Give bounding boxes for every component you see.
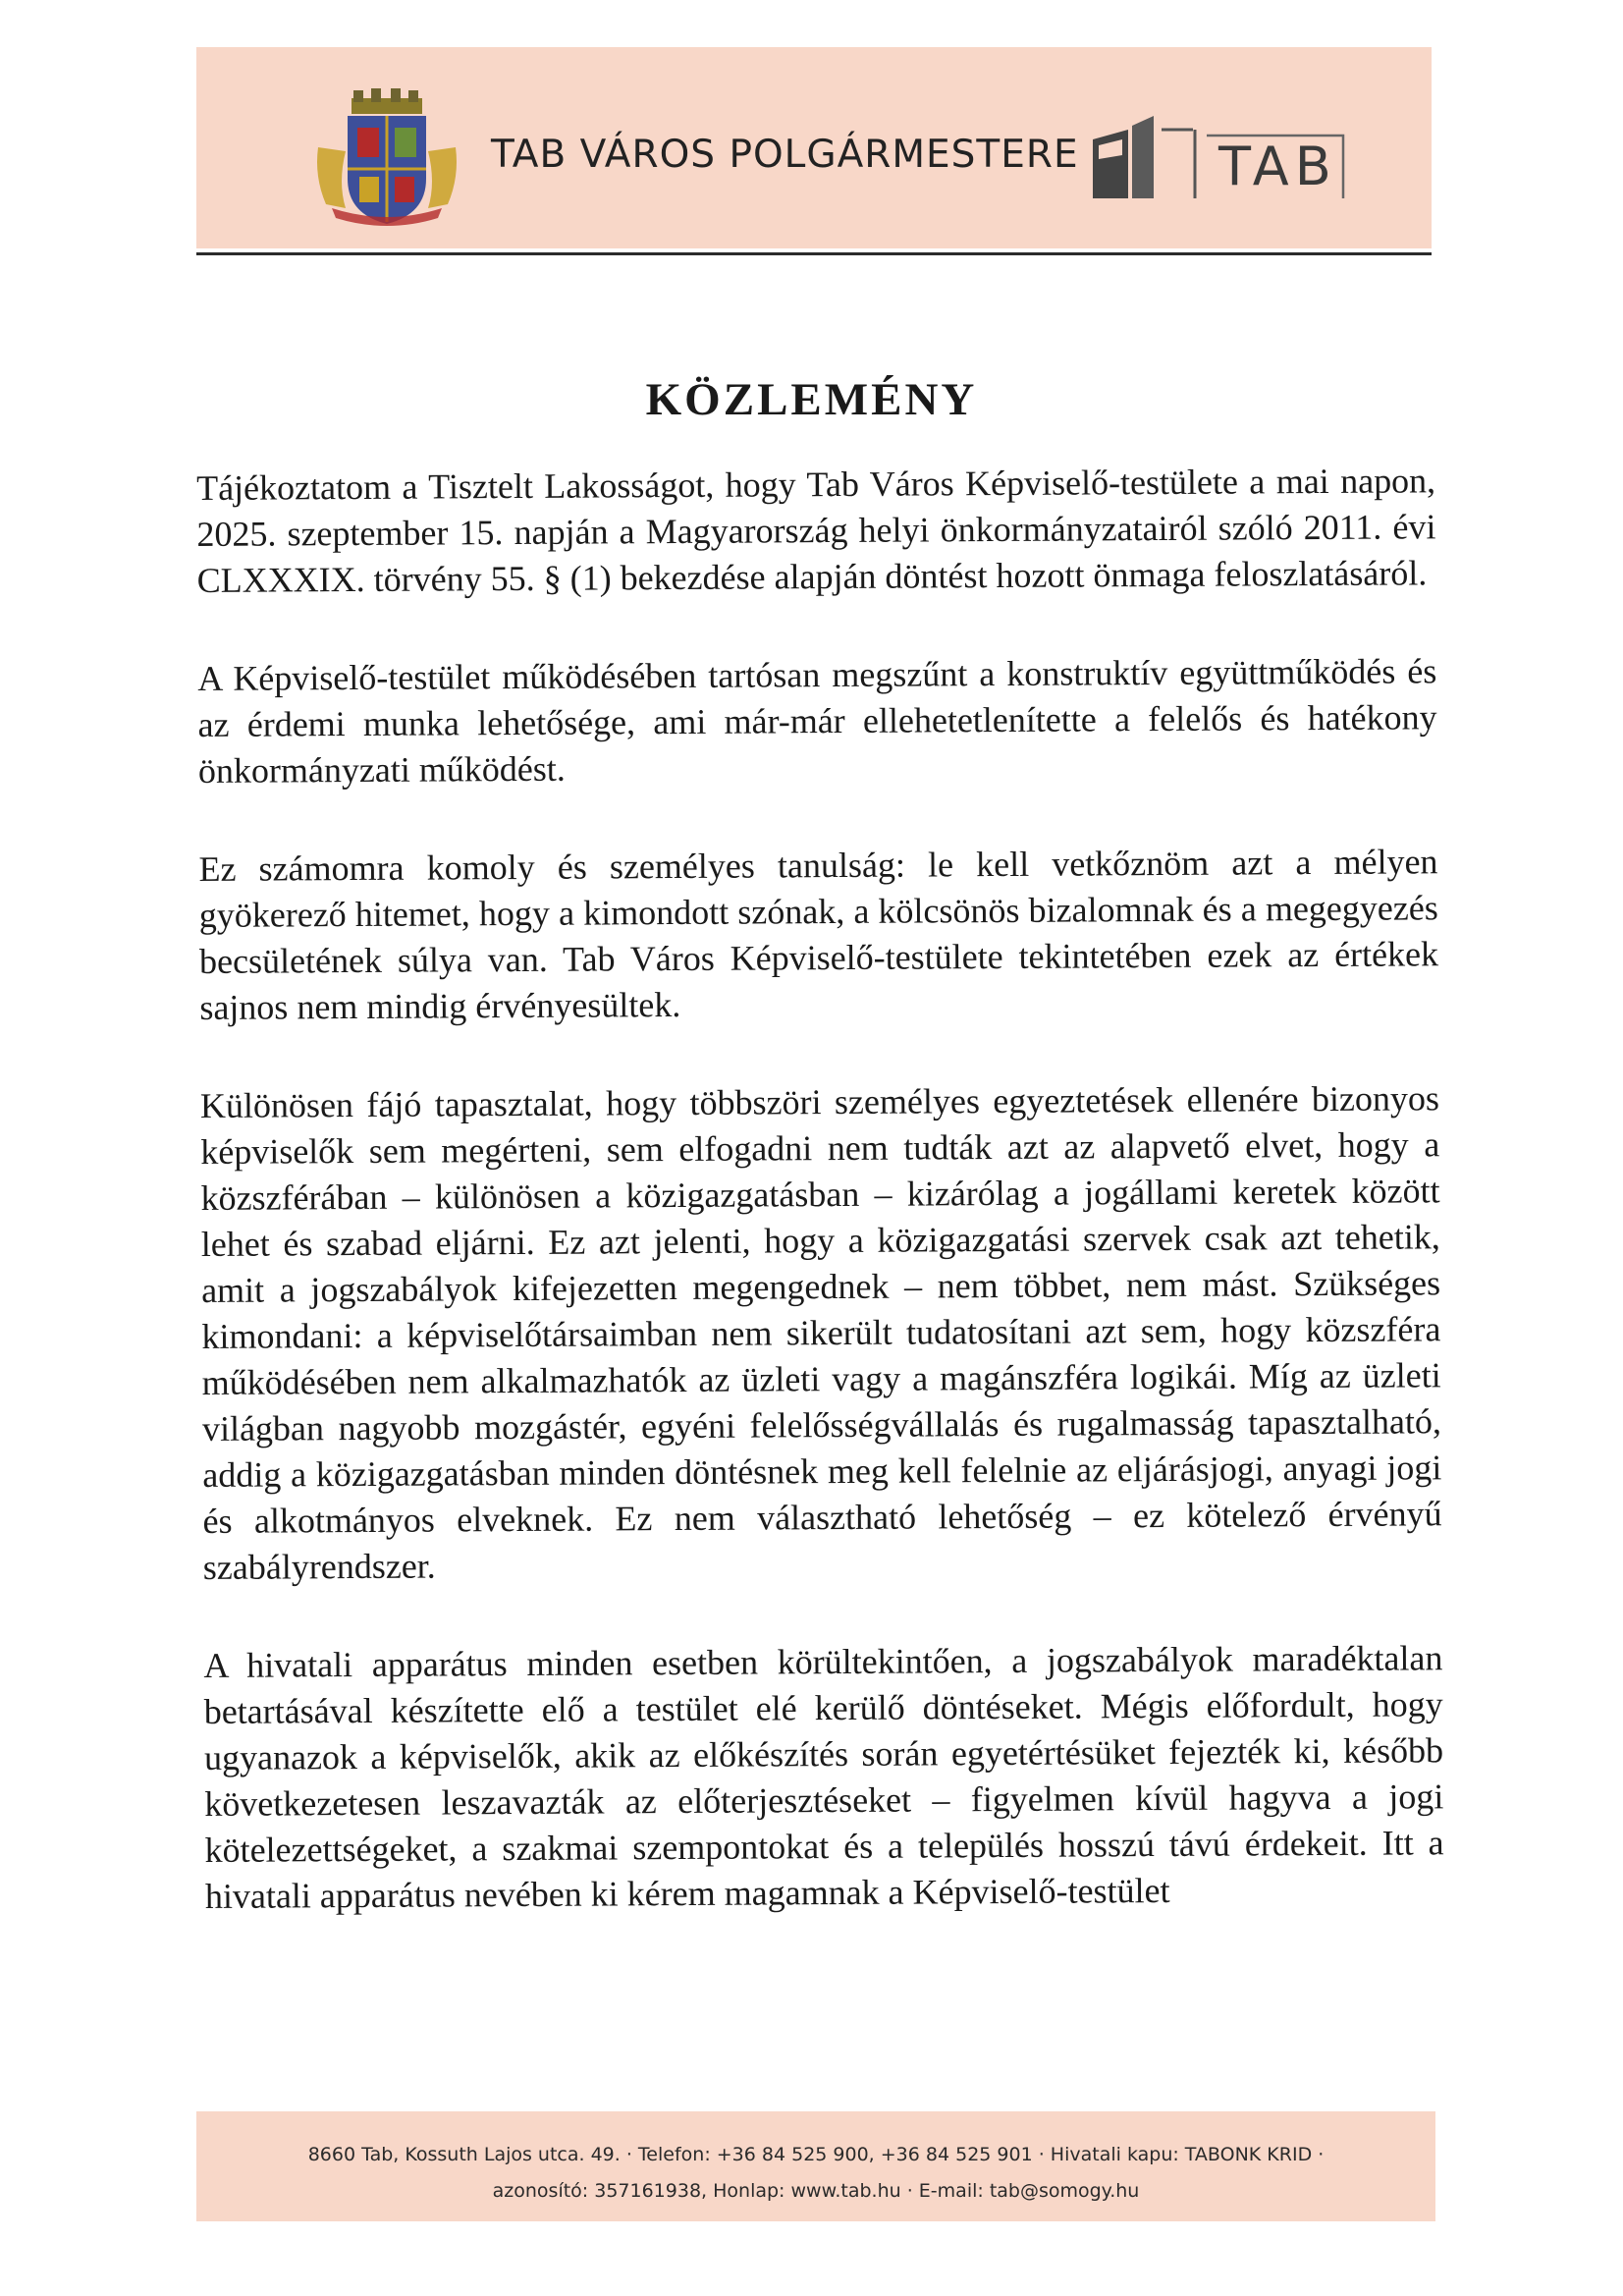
paragraph-5: A hivatali apparátus minden esetben körültekintően, a jogszabályok maradéktalan betartásával készítette elő a testület elé kerülő döntéseket. Mégis előfordult, hogy ugyanazok a képviselők, akik az előkészítés során egyetértésüket fejezték ki, később következetesen leszavazták az előterjesztéseket – figyelmen kívül hagyva a jogi kötelezettségeket, a szakmai szempontokat és a település hosszú távú érdekeit. Itt a hivatali apparátus nevében ki kérem magamnak a Képviselő-testület bbox=[203, 1638, 1444, 1916]
paragraph-4: Különösen fájó tapasztalat, hogy többszöri személyes egyeztetések ellenére bizonyos képviselők sem megérteni, sem elfogadni nem tudták azt az alapvető elvet, hogy a közszférában – különösen a közigazgatásban – kizárólag a jogállami keretek között lehet és szabad eljárni. Ez azt jelenti, hogy a közigazgatási szervek csak azt tehetik, amit a jogszabályok kifejezetten megengednek – nem többet, nem mást. Szükséges kimondani: a képviselőtársaimban nem sikerült tudatosítani azt sem, hogy közszféra működésében nem alkalmazhatók az üzleti vagy a magánszféra logikái. Míg az üzleti világban nagyobb mozgástér, egyéni felelősségvállalás és rugalmasság tapasztalható, addig a közigazgatásban minden döntésnek meg kell felelnie az eljárásjogi, anyagi jogi és alkotmányos elveknek. Ez nem választható lehetőség – ez kötelező érvényű szabályrendszer. bbox=[199, 1078, 1442, 1587]
letterhead-title: TAB VÁROS POLGÁRMESTERE bbox=[491, 133, 1079, 177]
paragraph-1: Tájékoztatom a Tisztelt Lakosságot, hogy Tab Város Képviselő-testülete a mai napon, 2025. szeptember 15. napján a Magyarország helyi önkormányzatairól szóló 2011. évi CLXXXIX. törvény 55. § (1) bekezdése alapján döntést hozott önmaga feloszlatásáról. bbox=[196, 461, 1436, 600]
footer-web-line: azonosító: 357161938, Honlap: www.tab.hu · E-mail: tab@somogy.hu bbox=[492, 2180, 1140, 2202]
document-title: KÖZLEMÉNY bbox=[645, 374, 978, 425]
paragraph-3: Ez számomra komoly és személyes tanulság: le kell vetkőznöm azt a mélyen gyökerező hitemet, hogy a kimondott szónak, a kölcsönös bizalomnak és a megegyezés becsületének súlya van. Tab Város Képviselő-testülete tekintetében ezek az értékek sajnos nem mindig érvényesültek. bbox=[198, 842, 1439, 1027]
coat-of-arms-icon bbox=[312, 88, 461, 226]
footer-contact-line: 8660 Tab, Kossuth Lajos utca. 49. · Telefon: +36 84 525 900, +36 84 525 901 · Hivatali kapu: TABONK KRID · bbox=[307, 2144, 1325, 2165]
document-body bbox=[196, 458, 1444, 1920]
header-divider bbox=[196, 252, 1432, 255]
tab-logo-text: TAB bbox=[1218, 136, 1337, 197]
footer-band bbox=[196, 2111, 1435, 2221]
tab-logo-icon bbox=[1093, 116, 1353, 198]
paragraph-2: A Képviselő-testület működésében tartósan megszűnt a konstruktív együttműködés és az érdemi munka lehetősége, ami már-már ellehetetlenítette a felelős és hatékony önkormányzati működést. bbox=[197, 651, 1437, 791]
